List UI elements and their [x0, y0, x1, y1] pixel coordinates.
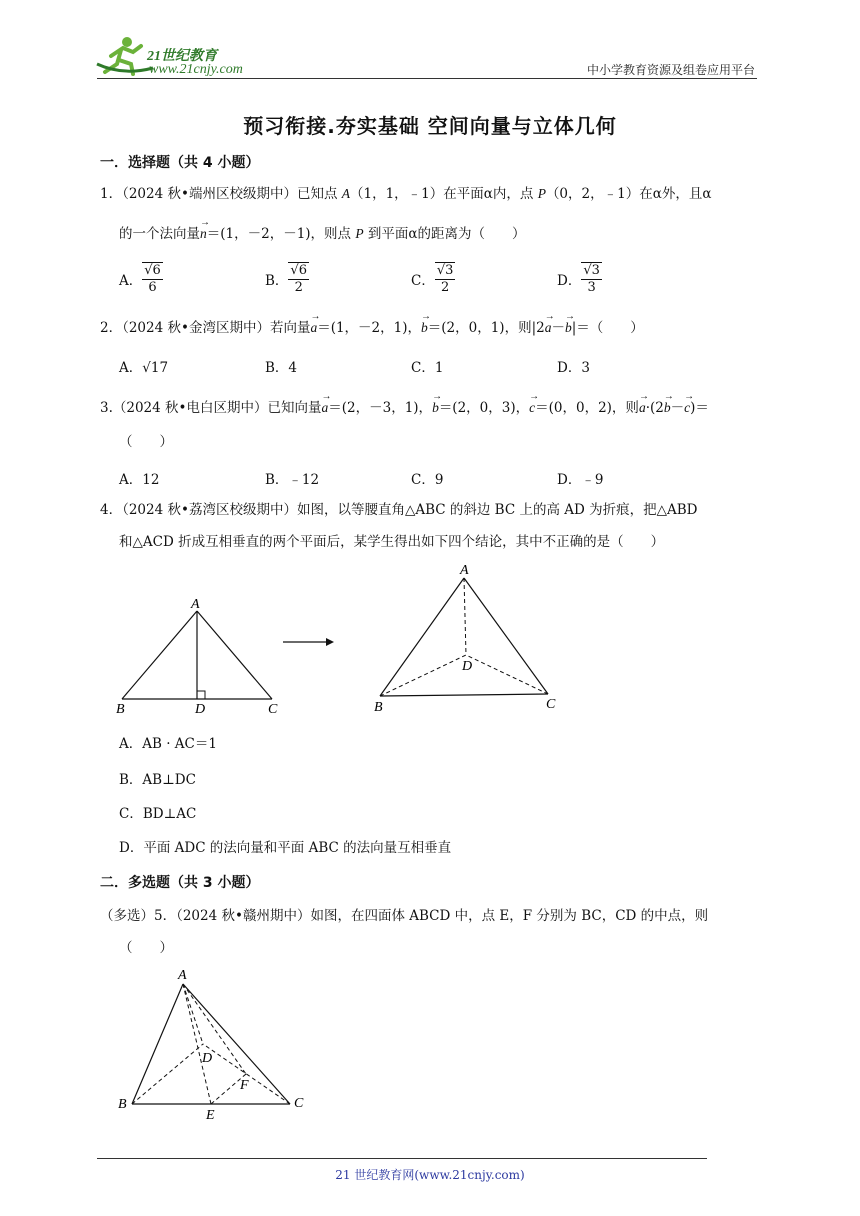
svg-text:E: E	[206, 1108, 215, 1123]
question-4-figure	[110, 560, 590, 720]
tetrahedron-abcd	[118, 968, 304, 1123]
question-1-line-1: 1．（2024 秋•端州区校级期中）已知点 A（1，1，﹣1）在平面α内，点 P（0，2，﹣1）在α外，且α	[100, 186, 712, 202]
section-heading-2: 二．多选题（共 3 小题）	[100, 875, 260, 891]
option-b[interactable]: B．4	[265, 360, 298, 376]
svg-text:A: A	[178, 968, 187, 983]
flat-triangle	[116, 597, 278, 717]
section-heading-1: 一．选择题（共 4 小题）	[100, 155, 260, 171]
option-d[interactable]: D．3	[557, 360, 590, 376]
folded-tetrahedron	[374, 563, 556, 715]
question-5-figure	[110, 962, 330, 1127]
svg-text:21世纪教育: 21世纪教育	[147, 49, 217, 64]
svg-text:C: C	[546, 697, 556, 712]
option-c[interactable]: C． $\frac{√3}{2}$	[411, 263, 454, 295]
arrow-right-icon	[283, 638, 334, 646]
platform-name: 中小学教育资源及组卷应用平台	[586, 63, 755, 77]
footer-link[interactable]: 21 世纪教育网(www.21cnjy.com)	[335, 1168, 525, 1182]
question-2-options	[119, 356, 637, 376]
question-4-option-a[interactable]: A．AB · AC＝1	[119, 736, 217, 752]
question-2: 2．（2024 秋•金湾区期中）若向量→ a＝(1，－2，1)，→ b＝(2，0，1)，则|2→ a－→ b|＝（ ）	[100, 318, 644, 338]
svg-text:C: C	[294, 1096, 304, 1111]
option-a[interactable]: A． $\frac{√6}{6}$	[119, 263, 161, 295]
svg-text:B: B	[116, 702, 125, 717]
question-3-options	[119, 468, 637, 488]
svg-text:D: D	[195, 702, 206, 717]
svg-text:F: F	[240, 1078, 249, 1093]
question-1-line-2: 的一个法向量→ n＝(1，－2，－1)，则点 P 到平面α的距离为（ ）	[119, 224, 526, 244]
svg-text:D: D	[202, 1051, 213, 1066]
option-a[interactable]: A．√17	[119, 360, 169, 376]
question-4-line-2: 和△ACD 折成互相垂直的两个平面后，某学生得出如下四个结论，其中不正确的是（ ）	[119, 534, 665, 550]
option-b[interactable]: B．﹣12	[265, 472, 320, 488]
runner-logo-icon	[93, 34, 258, 78]
svg-text:B: B	[118, 1097, 127, 1112]
svg-text:www.21cnjy.com: www.21cnjy.com	[149, 62, 243, 77]
svg-text:C: C	[268, 702, 278, 717]
option-d[interactable]: D．﹣9	[557, 472, 604, 488]
option-a[interactable]: A．12	[119, 472, 160, 488]
question-3-line-2: （ ）	[119, 434, 173, 450]
question-1-options	[119, 262, 659, 296]
page-title: 预习衔接.夯实基础 空间向量与立体几何	[243, 114, 617, 138]
svg-text:D: D	[462, 659, 473, 674]
question-3-line-1: 3.（2024 秋•电白区期中）已知向量→ a＝(2，－3，1)，→ b＝(2，0，3)，→ c＝(0，0，2)，则→ a·(2→ b－→ c)＝	[100, 398, 709, 418]
question-4-line-1: 4．（2024 秋•荔湾区校级期中）如图，以等腰直角△ABC 的斜边 BC 上的高 AD 为折痕，把△ABD	[100, 502, 698, 518]
option-d[interactable]: D． $\frac{√3}{3}$	[557, 263, 600, 295]
header-divider	[97, 78, 757, 79]
footer-divider	[97, 1158, 707, 1159]
svg-text:B: B	[374, 700, 383, 715]
question-4-option-b[interactable]: B．AB⊥DC	[119, 772, 196, 788]
question-4-option-c[interactable]: C．BD⊥AC	[119, 806, 197, 822]
question-4-option-d[interactable]: D．平面 ADC 的法向量和平面 ABC 的法向量互相垂直	[119, 840, 452, 856]
option-c[interactable]: C．1	[411, 360, 444, 376]
svg-text:A: A	[191, 597, 200, 612]
question-5-line-1: （多选）5．（2024 秋•赣州期中）如图，在四面体 ABCD 中，点 E，F 分别为 BC，CD 的中点，则	[100, 908, 709, 924]
svg-text:A: A	[460, 563, 469, 578]
logo	[93, 34, 258, 82]
option-b[interactable]: B． $\frac{√6}{2}$	[265, 263, 307, 295]
option-c[interactable]: C．9	[411, 472, 444, 488]
question-5-line-2: （ ）	[119, 940, 173, 956]
